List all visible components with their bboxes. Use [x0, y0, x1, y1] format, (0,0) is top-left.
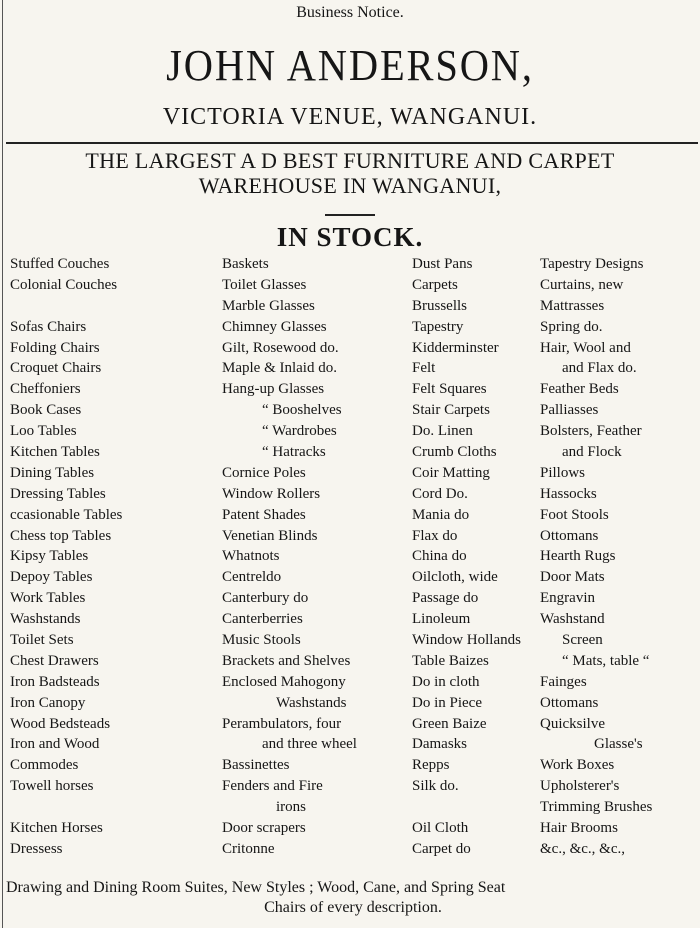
- merchant-address: VICTORIA VENUE, WANGANUI.: [162, 104, 538, 130]
- stock-item: Chimney Glasses: [222, 318, 327, 335]
- stock-item: Damasks: [412, 736, 467, 753]
- stock-item: Pillows: [540, 464, 586, 481]
- stock-item: Hang-up Glasses: [222, 381, 325, 398]
- stock-item: Chest Drawers: [10, 652, 99, 669]
- stock-item: Oilcloth, wide: [412, 569, 498, 586]
- stock-item: Bassinettes: [222, 757, 290, 774]
- left-border-rule: [2, 0, 3, 928]
- stock-column-2: [222, 254, 417, 860]
- stock-item: Hair, Wool and: [540, 339, 631, 356]
- stock-item: Dressess: [10, 840, 63, 857]
- headline-line-2: WAREHOUSE IN WANGANUI,: [198, 173, 502, 198]
- stock-item: [412, 797, 552, 818]
- stock-item: Centreldo: [222, 569, 282, 586]
- stock-item: Crumb Cloths: [412, 444, 497, 461]
- stock-item: Toilet Sets: [10, 632, 74, 649]
- stock-item: Do in cloth: [412, 673, 480, 690]
- stock-item: Engravin: [540, 590, 595, 607]
- stock-item: Kitchen Horses: [10, 820, 103, 837]
- stock-item: Enclosed Mahogony: [222, 673, 346, 690]
- footer-notice: [6, 878, 700, 918]
- stock-item: Stair Carpets: [412, 402, 490, 419]
- stock-item: Maple & Inlaid do.: [222, 360, 337, 377]
- stock-item: Croquet Chairs: [10, 360, 102, 377]
- stock-item: [10, 296, 215, 317]
- stock-item: Toilet Glasses: [222, 276, 307, 293]
- stock-item: Green Baize: [412, 715, 487, 732]
- headline-line-1: THE LARGEST A D BEST FURNITURE AND CARPET: [85, 148, 615, 173]
- stock-item: Foot Stools: [540, 506, 609, 523]
- stock-item: Folding Chairs: [10, 339, 100, 356]
- stock-item: Coir Matting: [412, 464, 490, 481]
- stock-item: Window Hollands: [412, 632, 521, 649]
- stock-item: Colonial Couches: [10, 276, 118, 293]
- stock-item: Linoleum: [412, 611, 471, 628]
- stock-item: Critonne: [222, 840, 275, 857]
- stock-item: Sofas Chairs: [10, 318, 87, 335]
- stock-item: Kitchen Tables: [10, 444, 100, 461]
- in-stock-heading: IN STOCK.: [276, 222, 424, 252]
- stock-item: Hearth Rugs: [540, 548, 616, 565]
- stock-item: irons: [276, 799, 306, 816]
- stock-item: Silk do.: [412, 778, 459, 795]
- stock-item: Door scrapers: [222, 820, 306, 837]
- stock-item: Passage do: [412, 590, 479, 607]
- stock-item: Venetian Blinds: [222, 527, 318, 544]
- stock-item: Ottomans: [540, 527, 599, 544]
- footer-line-1: Drawing and Dining Room Suites, New Styles ; Wood, Cane, and Spring Seat: [6, 879, 506, 896]
- stock-item: and Flax do.: [562, 360, 637, 377]
- stock-item: Baskets: [222, 256, 269, 272]
- merchant-name: JOHN ANDERSON,: [166, 41, 534, 90]
- stock-item: Fenders and Fire: [222, 778, 323, 795]
- stock-item: Brackets and Shelves: [222, 652, 351, 669]
- stock-item: “ Wardrobes: [262, 423, 337, 440]
- stock-item: Upholsterer's: [540, 778, 620, 795]
- stock-item: Fainges: [540, 673, 587, 690]
- stock-column-1: [10, 254, 215, 860]
- stock-item: Iron and Wood: [10, 736, 100, 753]
- stock-item: Cord Do.: [412, 485, 468, 502]
- stock-item: Book Cases: [10, 402, 82, 419]
- stock-item: Perambulators, four: [222, 715, 342, 732]
- stock-item: Felt Squares: [412, 381, 487, 398]
- stock-item: [10, 797, 215, 818]
- stock-item: Washstand: [540, 611, 605, 628]
- stock-item: Whatnots: [222, 548, 280, 565]
- stock-item: China do: [412, 548, 467, 565]
- stock-item: “ Hatracks: [262, 444, 326, 461]
- stock-item: Towell horses: [10, 778, 94, 795]
- stock-item: Palliasses: [540, 402, 599, 419]
- stock-item: Quicksilve: [540, 715, 605, 732]
- stock-item: Carpet do: [412, 840, 471, 857]
- stock-item: Carpets: [412, 276, 458, 293]
- stock-item: Iron Canopy: [10, 694, 86, 711]
- stock-item: Work Tables: [10, 590, 86, 607]
- stock-column-4: [540, 254, 698, 860]
- business-notice-heading: Business Notice.: [296, 4, 404, 21]
- stock-item: Glasse's: [594, 736, 643, 753]
- stock-item: Mania do: [412, 506, 470, 523]
- stock-item: Ottomans: [540, 694, 599, 711]
- stock-item: Brussells: [412, 297, 468, 314]
- stock-item: Chess top Tables: [10, 527, 112, 544]
- stock-item: Mattrasses: [540, 297, 605, 314]
- footer-line-2: Chairs of every description.: [264, 899, 442, 916]
- stock-item: Felt: [412, 360, 436, 377]
- stock-item: Spring do.: [540, 318, 603, 335]
- stock-item: Canterberries: [222, 611, 303, 628]
- stock-item: Window Rollers: [222, 485, 321, 502]
- stock-item: Tapestry Designs: [540, 256, 644, 272]
- stock-item: Door Mats: [540, 569, 605, 586]
- stock-item: Feather Beds: [540, 381, 619, 398]
- stock-item: and three wheel: [262, 736, 357, 753]
- stock-item: Dust Pans: [412, 256, 473, 272]
- stock-item: Washstands: [276, 694, 347, 711]
- stock-item: “ Mats, table “: [562, 652, 650, 669]
- stock-item: Do in Piece: [412, 694, 482, 711]
- stock-item: Depoy Tables: [10, 569, 93, 586]
- stock-item: “ Booshelves: [262, 402, 342, 419]
- stock-item: Canterbury do: [222, 590, 309, 607]
- stock-item: Screen: [562, 632, 603, 649]
- stock-item: Cheffoniers: [10, 381, 81, 398]
- stock-item: ccasionable Tables: [10, 506, 123, 523]
- stock-item: Commodes: [10, 757, 79, 774]
- stock-item: Trimming Brushes: [540, 799, 653, 816]
- headline: [0, 148, 700, 198]
- stock-item: Cornice Poles: [222, 464, 306, 481]
- stock-item: Repps: [412, 757, 450, 774]
- stock-item: Dining Tables: [10, 464, 95, 481]
- stock-item: Loo Tables: [10, 423, 77, 440]
- stock-item: &c., &c., &c.,: [540, 840, 625, 857]
- short-divider-rule: [325, 214, 375, 216]
- stock-item: Marble Glasses: [222, 297, 315, 314]
- divider-rule: [6, 142, 698, 144]
- stock-item: Gilt, Rosewood do.: [222, 339, 339, 356]
- stock-item: Curtains, new: [540, 276, 624, 293]
- stock-item: Kidderminster: [412, 339, 499, 356]
- stock-item: Flax do: [412, 527, 458, 544]
- stock-item: Music Stools: [222, 632, 301, 649]
- stock-item: Patent Shades: [222, 506, 306, 523]
- stock-item: Bolsters, Feather: [540, 423, 642, 440]
- stock-item: Wood Bedsteads: [10, 715, 111, 732]
- stock-item: Hassocks: [540, 485, 597, 502]
- stock-item: Work Boxes: [540, 757, 615, 774]
- stock-item: and Flock: [562, 444, 622, 461]
- stock-item: Oil Cloth: [412, 820, 469, 837]
- stock-item: Stuffed Couches: [10, 256, 110, 272]
- stock-item: Tapestry: [412, 318, 464, 335]
- stock-item: Do. Linen: [412, 423, 473, 440]
- stock-item: Hair Brooms: [540, 820, 618, 837]
- stock-item: Table Baizes: [412, 652, 489, 669]
- stock-column-3: [412, 254, 552, 860]
- stock-item: Iron Badsteads: [10, 673, 100, 690]
- stock-item: Washstands: [10, 611, 81, 628]
- stock-item: Dressing Tables: [10, 485, 106, 502]
- stock-item: Kipsy Tables: [10, 548, 89, 565]
